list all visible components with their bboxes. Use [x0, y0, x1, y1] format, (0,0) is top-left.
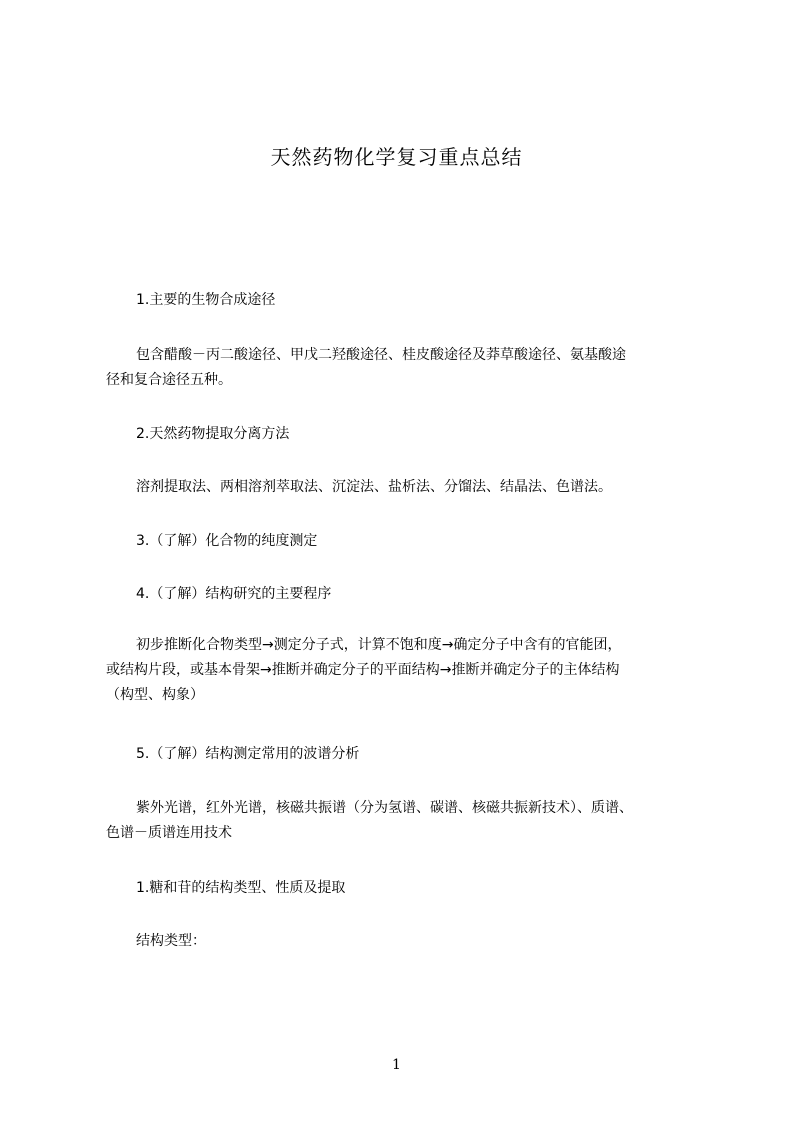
page-title: 天然药物化学复习重点总结: [270, 145, 523, 169]
paragraph-line: 包含醋酸－丙二酸途径、甲戊二羟酸途径、桂皮酸途径及莽草酸途径、氨基酸途: [136, 347, 626, 363]
section-heading-biosynthesis: 1.主要的生物合成途径: [136, 292, 276, 308]
section-heading-spectroscopy: 5.（了解）结构测定常用的波谱分析: [136, 746, 360, 762]
paragraph-structure-procedure: [106, 633, 706, 708]
paragraph-line: （构型、构象）: [106, 687, 204, 703]
paragraph-spectroscopy: [106, 796, 706, 846]
section-heading-purity: 3.（了解）化合物的纯度测定: [136, 533, 318, 549]
paragraph-line: 初步推断化合物类型→测定分子式，计算不饱和度→确定分子中含有的官能团，: [136, 637, 622, 653]
section-heading-extraction: 2.天然药物提取分离方法: [136, 426, 290, 442]
paragraph-structure-types: 结构类型：: [136, 933, 206, 949]
page-number: 1: [392, 1057, 401, 1073]
paragraph-line: 径和复合途径五种。: [106, 372, 232, 388]
paragraph-line: 色谱－质谱连用技术: [106, 825, 232, 841]
paragraph-extraction: 溶剂提取法、两相溶剂萃取法、沉淀法、盐析法、分馏法、结晶法、色谱法。: [136, 479, 612, 495]
paragraph-line: 紫外光谱，红外光谱，核磁共振谱（分为氢谱、碳谱、核磁共振新技术）、质谱、: [136, 800, 633, 816]
paragraph-biosynthesis: [106, 343, 706, 393]
section-heading-glycosides: 1.糖和苷的结构类型、性质及提取: [136, 880, 346, 896]
section-heading-structure-procedure: 4.（了解）结构研究的主要程序: [136, 586, 332, 602]
paragraph-line: 或结构片段，或基本骨架→推断并确定分子的平面结构→推断并确定分子的主体结构: [106, 662, 620, 678]
